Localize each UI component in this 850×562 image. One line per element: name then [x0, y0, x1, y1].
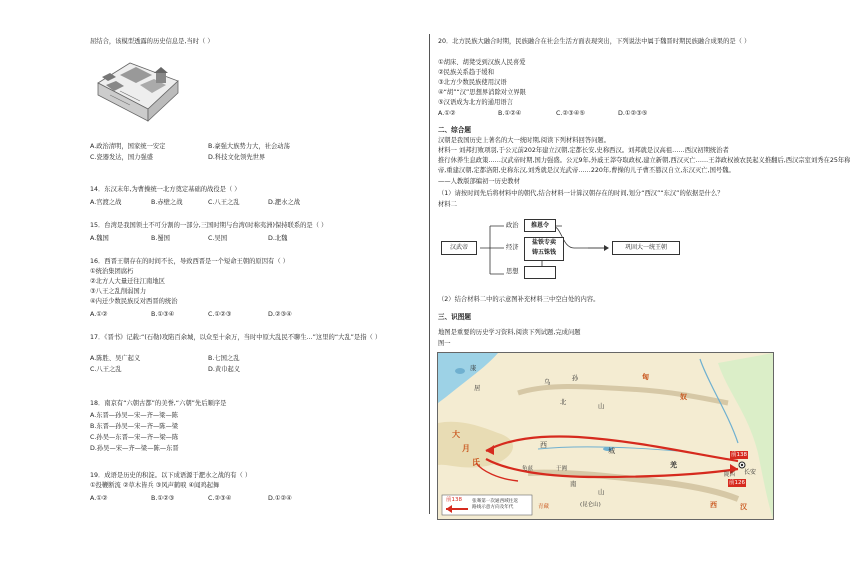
- q15-option-c: C.吴国: [208, 235, 227, 242]
- q21-material-1-line3: 帝,重建汉朝,定都洛阳,史称东汉,刘秀就是汉光武帝……220年,曹操的儿子曹丕篡汉自立,东汉灭亡,国号魏。: [438, 167, 735, 174]
- map-label-xiong: 匈: [642, 373, 649, 381]
- map-label-kang: 康: [470, 365, 477, 372]
- q19-option-d: D.①②④: [268, 495, 292, 502]
- section-3-heading: 三、识图题: [438, 313, 471, 321]
- q17-stem: 17．《晋书》记载:“(石勒)攻陷百余城，以众至十余万，当时中原大乱民不聊生...”这里的“大乱”是指（ ）: [90, 334, 382, 341]
- q21-source: ——人教版部编初一历史教材: [438, 178, 520, 185]
- q20-item-3: ③北方少数民族使用汉语: [438, 79, 507, 86]
- map-label-wusun-2: 孙: [572, 375, 579, 382]
- legend-text-line2: 路线示意方向及年代: [472, 505, 514, 510]
- map-label-nan: 南: [570, 481, 577, 488]
- q15-option-b: B.蜀国: [151, 235, 170, 242]
- q18-option-c: C.孙吴—东晋—宋—齐—梁—陈: [90, 434, 179, 441]
- q16-option-a: A.①②: [90, 311, 108, 318]
- q20-option-a: A.①②: [438, 110, 456, 117]
- q20-option-b: B.①②④: [498, 110, 522, 117]
- q16-item-4: ④内迁少数民族反对西晋的统治: [90, 298, 178, 305]
- map-label-kunlun: (昆仑山): [580, 502, 601, 508]
- zhangqian-route-map: [437, 352, 774, 520]
- q14-option-d: D.淝水之战: [268, 199, 301, 206]
- result-box: 巩固大一统王朝: [612, 241, 680, 255]
- q16-option-d: D.②③④: [268, 311, 292, 318]
- figure-1-label: 图一: [438, 340, 451, 347]
- q17-option-b: B.七国之乱: [208, 355, 240, 362]
- thought-label: 思想: [506, 268, 519, 275]
- q16-option-b: B.①③④: [151, 311, 175, 318]
- q13-option-b: B.豪强大族势力大，社会动荡: [208, 143, 290, 150]
- thought-blank-box: [524, 266, 556, 279]
- section-2-heading: 二、综合题: [438, 126, 471, 134]
- q16-stem: 16．西晋王朝存在的时间不长，导致西晋是一个短命王朝的原因有（ ）: [90, 258, 289, 265]
- q19-option-b: B.①②③: [151, 495, 175, 502]
- q20-item-2: ②民族关系趋于缓和: [438, 69, 495, 76]
- q15-option-a: A.魏国: [90, 235, 109, 242]
- q18-option-a: A.东晋—孙吴—宋—齐—梁—陈: [90, 412, 179, 419]
- q19-option-c: C.②③④: [208, 495, 232, 502]
- q18-option-b: B.东晋—孙吴—宋—齐—陈—梁: [90, 423, 179, 430]
- wudi-box: 汉武帝: [441, 241, 477, 255]
- map-label-cheng: 城: [608, 447, 615, 455]
- map-label-xihan-2: 汉: [740, 503, 747, 511]
- map-label-xihan-1: 西: [710, 501, 717, 509]
- q14-option-b: B.赤壁之战: [151, 199, 183, 206]
- q14-option-a: A.官渡之战: [90, 199, 122, 206]
- map-label-nu: 奴: [680, 393, 687, 401]
- q20-stem: 20．北方民族大融合时期，民族融合在社会生活方面表现突出，下列说法中属于魏晋时期民族融合成果的是（ ）: [438, 38, 751, 45]
- q20-option-c: C.②③④⑤: [556, 110, 585, 117]
- q21-intro: 汉朝是我国历史上著名的大一统时期,阅读下列材料回答问题。: [438, 137, 611, 144]
- map-label-shan-2: 山: [598, 489, 605, 496]
- salt-iron-line1: 盐铁专卖: [531, 239, 556, 246]
- q15-option-d: D.北魏: [268, 235, 288, 242]
- salt-iron-box: [524, 237, 564, 261]
- q16-item-3: ③八王之乱削弱国力: [90, 288, 147, 295]
- map-label-wusun-1: 乌: [544, 379, 551, 386]
- manor-model-image: [90, 51, 182, 131]
- q16-item-1: ①统治集团腐朽: [90, 268, 134, 275]
- q19-items: ①投鞭断流 ②草木皆兵 ③风声鹤唳 ④闻鸡起舞: [90, 482, 220, 489]
- q18-stem: 18．南京有“六朝古都”的美誉,“六朝”先后顺序是: [90, 400, 227, 407]
- map-year-138: 前138: [731, 452, 747, 458]
- economy-label: 经济: [506, 244, 519, 251]
- map-label-qiuci: 龟兹: [522, 466, 534, 472]
- question-13-stem: 屈结合，该模型透露的历史信息是,当时（ ）: [90, 38, 214, 45]
- map-label-qing: 羌: [670, 461, 677, 469]
- map-label-shan: 山: [598, 403, 605, 410]
- q20-item-1: ①胡床、胡凳受到汉族人民喜爱: [438, 59, 526, 66]
- q17-option-c: C.八王之乱: [90, 366, 122, 373]
- tuien-box: 推恩令: [524, 219, 556, 232]
- q20-item-5: ⑤汉语成为北方的通用语言: [438, 99, 513, 106]
- politics-label: 政治: [506, 222, 519, 229]
- legend-year: 前138: [446, 497, 462, 503]
- map-label-bei: 北: [560, 399, 567, 406]
- route-overlay: [438, 353, 773, 519]
- q16-item-2: ②北方人大量迁往江南地区: [90, 278, 165, 285]
- q16-option-c: C.①②③: [208, 311, 232, 318]
- q21-subquestion-1: （1）请按时间先后将材料中的朝代,结合材料一计算汉朝存在的时间,划分“西汉”“东汉”的依据是什么？: [438, 190, 724, 197]
- q15-stem: 15．台湾是我国领土不可分割的一部分,三国时期与台湾(时称夷洲)保持联系的是（ ）: [90, 222, 328, 229]
- map-label-da: 大: [452, 430, 460, 439]
- q14-option-c: C.八王之乱: [208, 199, 240, 206]
- q17-option-d: D.黄巾起义: [208, 366, 241, 373]
- map-label-zhi: 氏: [472, 458, 480, 467]
- q17-option-a: A.陈胜、吴广起义: [90, 355, 141, 362]
- q21-material-1-line2: 推行休养生息政策……汉武帝时期,国力强盛。公元9年,外戚王莽夺取政权,建立新朝,西汉灭亡……王莽政权被农民起义推翻后,西汉宗室刘秀在25年称: [438, 157, 850, 164]
- q19-option-a: A.①②: [90, 495, 108, 502]
- q22-intro: 地图是重要的历史学习资料,阅读下列试题,完成问题: [438, 329, 581, 336]
- map-label-qingzang: 青藏: [538, 504, 550, 510]
- q18-option-d: D.孙吴—宋—齐—梁—陈—东晋: [90, 445, 179, 452]
- column-divider: [429, 34, 430, 514]
- legend-text: [472, 499, 518, 511]
- q13-option-c: C.瓷器发达，国力强盛: [90, 154, 154, 161]
- q21-material-2-label: 材料二: [438, 201, 457, 208]
- q20-option-d: D.①②③⑤: [618, 110, 648, 117]
- q13-option-a: A.政治清明，国家统一安定: [90, 143, 166, 150]
- q20-item-4: ④“胡”“汉”思想界消除对立界限: [438, 89, 526, 96]
- q19-stem: 19．成语是历史的积淀。以下成语源于淝水之战的有（ ）: [90, 472, 252, 479]
- q14-stem: 14．东汉末年,为曹操统一北方奠定基础的战役是（ ）: [90, 186, 241, 193]
- q21-material-1-line1: 材料一 刘邦打败项羽,于公元前202年建立汉朝,定都长安,史称西汉。刘邦就是汉高祖……西汉初期统治者: [438, 147, 729, 154]
- map-label-xi: 西: [540, 441, 547, 449]
- map-label-yue: 月: [462, 444, 470, 453]
- map-label-ju: 居: [474, 385, 481, 392]
- map-label-longxi: 陇西: [724, 472, 736, 478]
- q13-option-d: D.科技文化领先世界: [208, 154, 266, 161]
- legend-text-line1: 张骞第一次通西域往返: [472, 499, 518, 504]
- map-year-126: 前126: [729, 480, 745, 486]
- salt-iron-line2: 铸五铢钱: [531, 249, 556, 256]
- map-label-yutian: 于阗: [556, 466, 568, 472]
- map-label-changan: 长安: [744, 469, 757, 476]
- q21-subquestion-2: （2）结合材料二中的示意图补充材料三中空白处的内容。: [438, 296, 600, 303]
